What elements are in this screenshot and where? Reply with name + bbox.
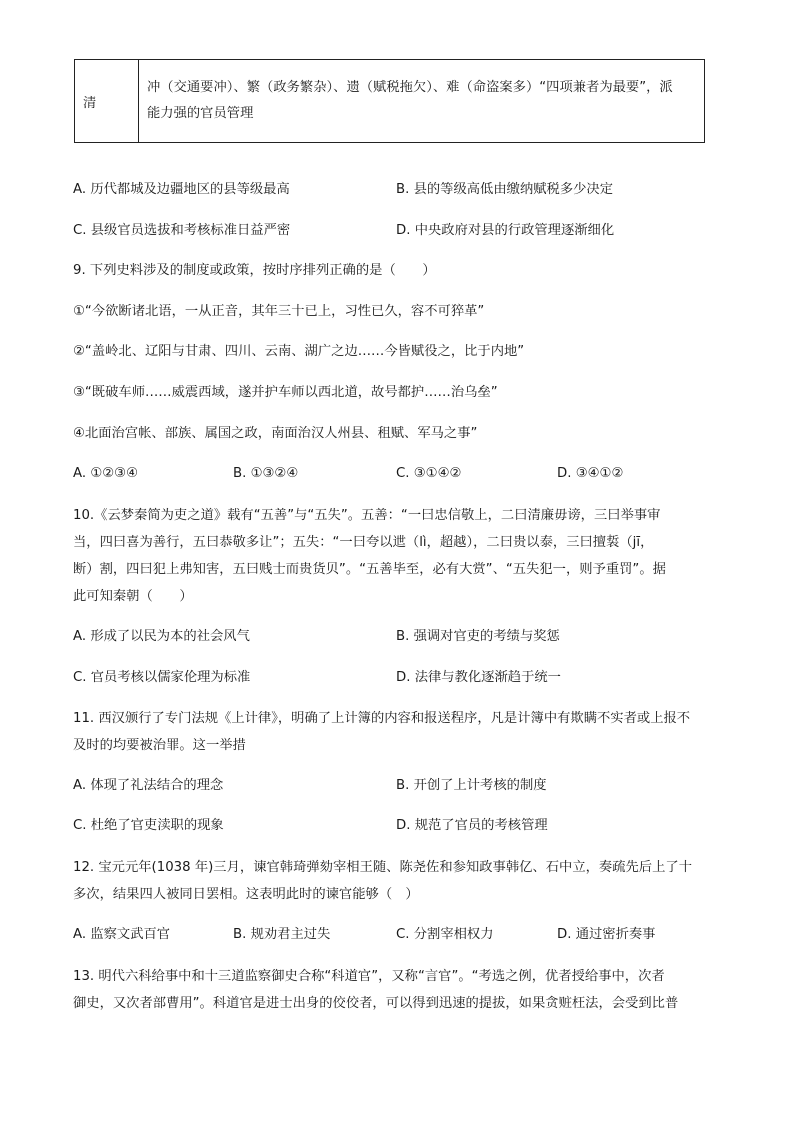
q10-line-4: 此可知秦朝（ ）	[73, 589, 193, 604]
policy-cell	[139, 60, 705, 143]
table-row	[75, 60, 705, 143]
q13-line-2: 御史，又次者部曹用”。科道官是进士出身的佼佼者，可以得到迅速的提拔，如果贪赃枉法，会受到比普	[73, 996, 679, 1011]
q10-line-3: 断）割，四曰犯上弗知害，五曰贱士而贵货贝”。“五善毕至，必有大赏”、“五失犯一，则予重罚”。据	[73, 562, 666, 577]
q12-option-b: B. 规劝君主过失	[233, 927, 331, 942]
q12-option-c: C. 分割宰相权力	[396, 927, 494, 942]
q9-stem: 9. 下列史料涉及的制度或政策，按时序排列正确的是（ ）	[73, 263, 436, 278]
q10-line-2: 当，四曰喜为善行，五曰恭敬多让”；五失：“一曰夸以迣（lì，超越），二曰贵以泰，三曰擅裚（jī，	[73, 535, 654, 550]
q9-option-b: B. ①③②④	[233, 466, 299, 481]
q11-stem	[73, 705, 723, 759]
q9-item-3: ③“既破车师……威震西域，遂并护车师以西北道，故号都护……治乌垒”	[73, 385, 498, 400]
q10-option-c: C. 官员考核以儒家伦理为标准	[73, 670, 251, 685]
q10-option-d: D. 法律与教化逐渐趋于统一	[396, 670, 561, 685]
q8-option-a: A. 历代都城及边疆地区的县等级最高	[73, 182, 290, 197]
q11-option-d: D. 规范了官员的考核管理	[396, 818, 548, 833]
q13-line-1: 13. 明代六科给事中和十三道监察御史合称“科道官”，又称“言官”。“考选之例，优者授给事中，次者	[73, 969, 665, 984]
q10-option-a: A. 形成了以民为本的社会风气	[73, 629, 250, 644]
q12-line-2: 多次，结果四人被同日罢相。这表明此时的谏官能够（ ）	[73, 887, 419, 902]
q11-option-c: C. 杜绝了官吏渎职的现象	[73, 818, 224, 833]
q9-option-a: A. ①②③④	[73, 466, 138, 481]
q11-line-1: 11. 西汉颁行了专门法规《上计律》，明确了上计簿的内容和报送程序，凡是计簿中有欺瞒不实者或上报不	[73, 711, 691, 726]
policy-line-1: 冲（交通要冲）、繁（政务繁杂）、遗（赋税拖欠）、难（命盗案多）“四项兼者为最要”，派	[147, 80, 673, 95]
q10-line-1: 10.《云梦秦简为吏之道》载有“五善”与“五失”。五善：“一曰忠信敬上，二曰清廉毋谤，三曰举事审	[73, 508, 661, 523]
q8-option-c: C. 县级官员选拔和考核标准日益严密	[73, 223, 291, 238]
q8-option-d: D. 中央政府对县的行政管理逐渐细化	[396, 223, 615, 238]
q11-line-2: 及时的均要被治罪。这一举措	[73, 738, 246, 753]
q9-item-4: ④北面治宫帐、部族、属国之政，南面治汉人州县、租赋、军马之事”	[73, 426, 478, 441]
q10-stem	[73, 502, 723, 610]
q11-option-b: B. 开创了上计考核的制度	[396, 778, 547, 793]
q9-item-1: ①“今欲断诸北语，一从正音，其年三十已上，习性已久，容不可猝革”	[73, 304, 485, 319]
dynasty-cell: 清	[75, 60, 139, 143]
q9-item-2: ②“盖岭北、辽阳与甘肃、四川、云南、湖广之边……今皆赋役之，比于内地”	[73, 344, 525, 359]
q13-stem	[73, 963, 723, 1017]
q8-option-b: B. 县的等级高低由缴纳赋税多少决定	[396, 182, 614, 197]
q12-line-1: 12. 宝元元年(1038 年)三月，谏官韩琦弹劾宰相王随、陈尧佐和参知政事韩亿、石中立，奏疏先后上了十	[73, 860, 692, 875]
policy-line-2: 能力强的官员管理	[147, 106, 254, 121]
q10-option-b: B. 强调对官吏的考绩与奖惩	[396, 629, 560, 644]
governance-table	[74, 59, 705, 143]
q12-option-d: D. 通过密折奏事	[557, 927, 656, 942]
q9-option-d: D. ③④①②	[557, 466, 624, 481]
q9-option-c: C. ③①④②	[396, 466, 462, 481]
q12-option-a: A. 监察文武百官	[73, 927, 171, 942]
q11-option-a: A. 体现了礼法结合的理念	[73, 778, 224, 793]
q12-stem	[73, 854, 723, 908]
